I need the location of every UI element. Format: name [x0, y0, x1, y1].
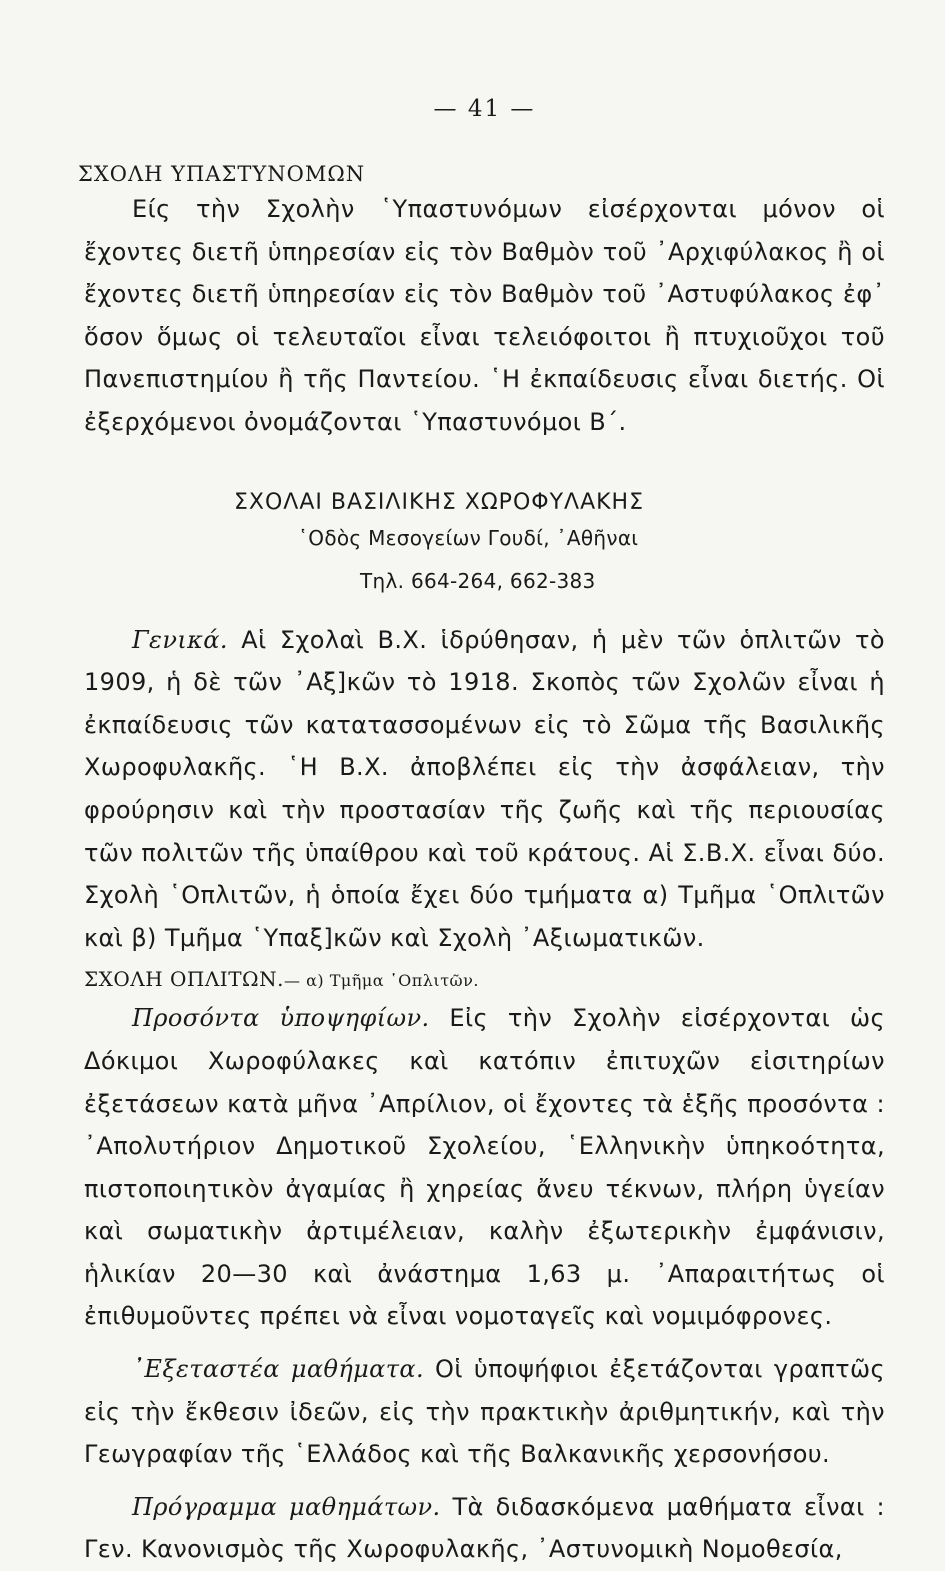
page-number: — 41 —: [433, 96, 536, 122]
paragraph-qualifications: [84, 997, 885, 1338]
qualifications-label: Προσόντα ὑποψηφίων.: [132, 1004, 430, 1033]
paragraph-program: [84, 1486, 885, 1571]
section-title-ypastynomon: ΣΧΟΛΗ ΥΠΑΣΤΥΝΟΜΩΝ: [78, 162, 366, 186]
phone-numbers: Τηλ. 664-264, 662-383: [360, 568, 596, 593]
program-text: Τὰ διδασκόμενα μαθήματα εἶναι : Γεν. Κανονισμὸς τῆς Χωροφυλακῆς, ᾿Αστυνομικὴ Νομοθεσία,: [84, 1492, 885, 1564]
exams-text: Οἱ ὑποψήφιοι ἐξετάζονται γραπτῶς εἰς τὴν ἔκθεσιν ἰδεῶν, εἰς τὴν πρακτικὴν ἀριθμητικήν, καὶ τὴν Γεωγραφίαν τῆς ῾Ελλάδος καὶ τῆς Βαλκανικῆς χερσονήσου.: [84, 1355, 885, 1469]
address: ῾Οδὸς Μεσογείων Γουδί, ᾿Αθῆναι: [298, 525, 639, 550]
section-title-oplitwn: [84, 967, 885, 991]
paragraph-general: [84, 619, 885, 960]
paragraph-ypastynomon: Είς τὴν Σχολὴν ῾Υπαστυνόμων εἰσέρχονται μόνον οἱ ἔχοντες διετῆ ὑπηρεσίαν εἰς τὸν Βαθμὸν τοῦ ᾿Αρχιφύλακος ἢ οἱ ἔχοντες διετῆ ὑπηρεσίαν εἰς τὸν Βαθμὸν τοῦ ᾿Αστυφύλακος ἐφ᾿ ὅσον ὅμως οἱ τελευταῖοι εἶναι τελειόφοιτοι ἢ πτυχιοῦχοι τοῦ Πανεπιστημίου ἢ τῆς Παντείου. ῾Η ἐκπαίδευσις εἶναι διετής. Οἱ ἐξερχόμενοι ὀνομάζονται ῾Υπαστυνόμοι Β΄.: [84, 195, 885, 436]
oplitwn-subtitle: — α) Τμῆμα ῾Οπλιτῶν.: [283, 971, 479, 991]
oplitwn-title: ΣΧΟΛΗ ΟΠΛΙΤΩΝ.: [84, 967, 284, 992]
exams-label: ᾿Εξεταστέα μαθήματα.: [132, 1355, 425, 1384]
general-text: Αἱ Σχολαὶ Β.Χ. ἱδρύθησαν, ἡ μὲν τῶν ὁπλιτῶν τὸ 1909, ἡ δὲ τῶν ᾿Αξ]κῶν τὸ 1918. Σκοπὸς τῶν Σχολῶν εἶναι ἡ ἐκπαίδευσις τῶν κατατασσομένων εἰς τὸ Σῶμα τῆς Βασιλικῆς Χωροφυλακῆς. ῾Η Β.Χ. ἀποβλέπει εἰς τὴν ἀσφάλειαν, τὴν φρούρησιν καὶ τὴν προστασίαν τῆς ζωῆς καὶ τῆς περιουσίας τῶν πολιτῶν τῆς ὑπαίθρου καὶ τοῦ κράτους. Αἱ Σ.Β.Χ. εἶναι δύο. Σχολὴ ῾Οπλιτῶν, ἡ ὁποία ἔχει δύο τμήματα α) Τμῆμα ῾Οπλιτῶν καὶ β) Τμῆμα ῾Υπαξ]κῶν καὶ Σχολὴ ᾿Αξιωματικῶν.: [84, 625, 885, 952]
program-label: Πρόγραμμα μαθημάτων.: [132, 1492, 441, 1521]
general-label: Γενικά.: [132, 625, 228, 654]
paragraph-exams: [84, 1348, 885, 1476]
section-title-vasilikis-chorofylakis: ΣΧΟΛΑΙ ΒΑΣΙΛΙΚΗΣ ΧΩΡΟΦΥΛΑΚΗΣ: [234, 489, 644, 515]
qualifications-text: Εἰς τὴν Σχολὴν εἰσέρχονται ὡς Δόκιμοι Χωροφύλακες καὶ κατόπιν ἐπιτυχῶν εἰσιτηρίων ἐξετάσεων κατὰ μῆνα ᾿Απρίλιον, οἱ ἔχοντες τὰ ἑξῆς προσόντα : ᾿Απολυτήριον Δημοτικοῦ Σχολείου, ῾Ελληνικὴν ὑπηκοότητα, πιστοποιητικὸν ἀγαμίας ἢ χηρείας ἄνευ τέκνων, πλήρη ὑγείαν καὶ σωματικὴν ἀρτιμέλειαν, καλὴν ἐξωτερικὴν ἐμφάνισιν, ἡλικίαν 20—30 καὶ ἀνάστημα 1,63 μ. ᾿Απαραιτήτως οἱ ἐπιθυμοῦντες πρέπει νὰ εἶναι νομοταγεῖς καὶ νομιμόφρονες.: [84, 1004, 886, 1331]
